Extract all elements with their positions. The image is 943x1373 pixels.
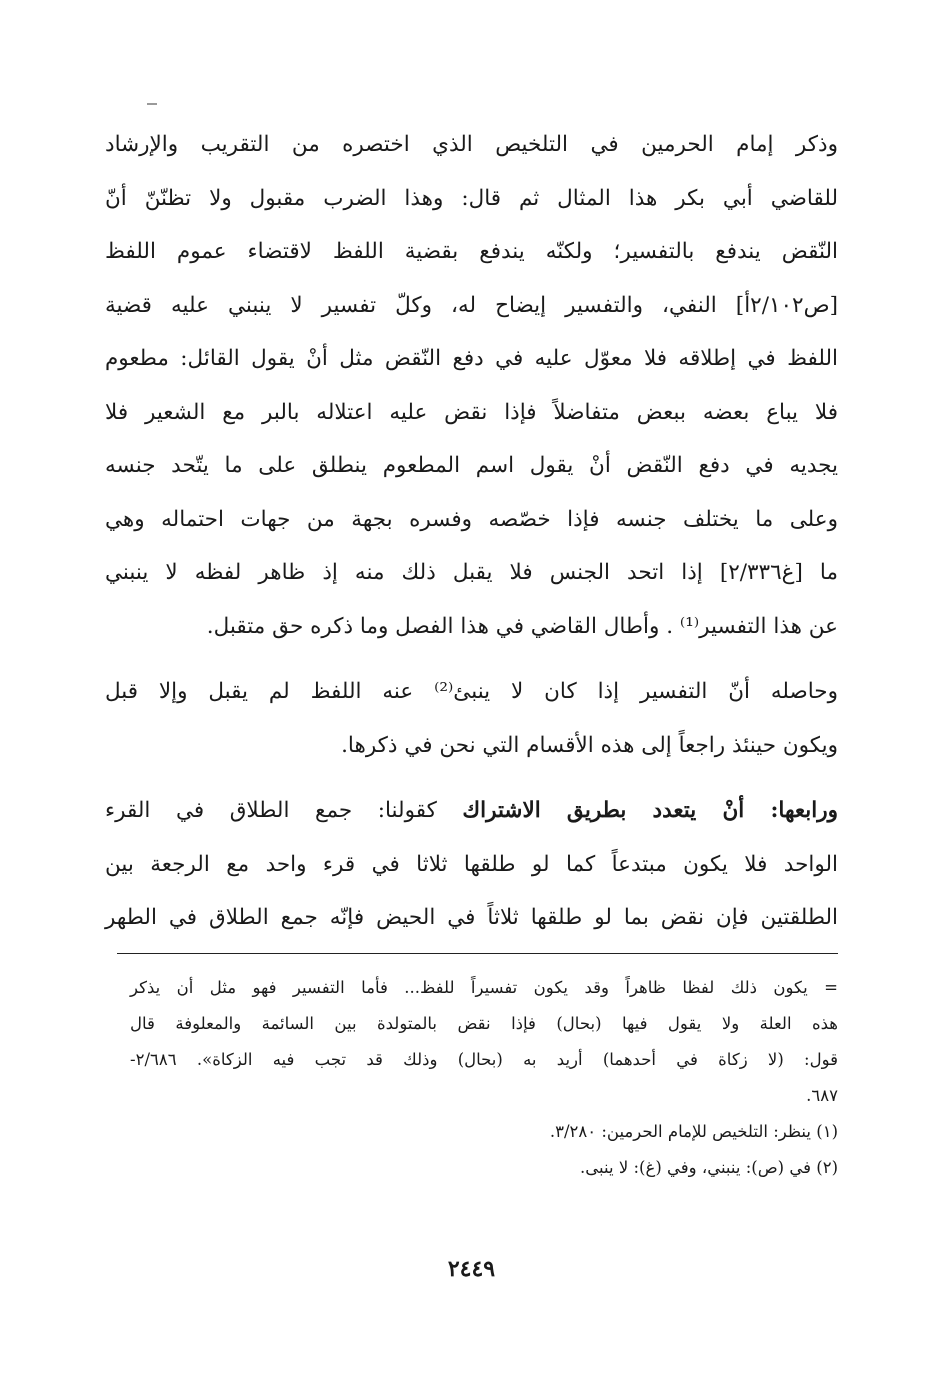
- page-number: ٢٤٤٩: [447, 1256, 496, 1282]
- text-line: وذكر إمام الحرمين في التلخيص الذي اختصره من التقريب والإرشاد: [105, 132, 838, 157]
- footnote-line: ٦٨٧.: [806, 1086, 838, 1105]
- text-line: عن هذا التفسير⁽¹⁾ . وأطال القاضي في هذا الفصل وما ذكره حق متقبل.: [206, 613, 838, 639]
- text-line: [105, 784, 838, 838]
- text-line: ما [غ٢/٣٣٦] إذا اتحد الجنس فلا يقبل ذلك منه إذ ظاهر لفظه لا ينبني: [105, 560, 839, 585]
- text-line: وحاصله أنّ التفسير إذا كان لا ينبئ⁽²⁾ عنه اللفظ لم يقبل وإلا قبل: [105, 679, 838, 704]
- text-line: الطلقتين فإن نقض بما لو طلقها ثلاثاً في الحيض فإنّه جمع الطلاق في الطهر: [105, 905, 838, 930]
- footnote-continuation: [130, 970, 838, 1114]
- paragraph-3: [105, 784, 838, 945]
- footnote-1: (١) ينظر: التلخيص للإمام الحرمين: ٣/٢٨٠.: [549, 1122, 838, 1141]
- footnote-line: هذه العلة ولا يقول فيها (بحال) فإذا نقض بالمتولدة بين السائمة والمعلوفة قال: [130, 1014, 838, 1033]
- text-line: وعلى ما يختلف جنسه فإذا خصّصه وفسره بجهة من جهات احتماله وهي: [105, 506, 838, 532]
- text-fragment: كقولنا: جمع الطلاق في القرء: [105, 798, 463, 823]
- text-line: اللفظ في إطلاقه فلا معوّل عليه في دفع النّقض مثل أنْ يقول القائل: مطعوم: [105, 346, 838, 371]
- text-line: فلا يباع بعضه ببعض متفاضلاً فإذا نقض عليه اعتلاله بالبر مع الشعير فلا: [105, 399, 838, 425]
- top-mark: [147, 103, 157, 105]
- text-line: ويكون حينئذ راجعاً إلى هذه الأقسام التي نحن في ذكرها.: [341, 732, 838, 758]
- bold-heading-text: ورابعها: أنْ يتعدد بطريق الاشتراك: [462, 798, 838, 823]
- footnote-divider: [117, 953, 838, 954]
- footnotes: [130, 970, 838, 1186]
- text-line: [ص٢/١٠٢أ] النفي، والتفسير إيضاح له، وكلّ تفسير لا ينبني عليه قضية: [105, 292, 838, 318]
- text-line: النّقض يندفع بالتفسير؛ ولكنّه يندفع بقضية اللفظ لاقتضاء عموم اللفظ: [105, 239, 838, 264]
- footnote-line: = يكون ذلك لفظا ظاهراً وقد يكون تفسيراً للفظ... فأما التفسير فهو مثل أن يذكر: [130, 978, 838, 997]
- footnote-line: قول: (لا زكاة في أحدهما) أريد به (بحال) وذلك قد تجب فيه الزكاة». ٢/٦٨٦-: [130, 1050, 838, 1069]
- text-line: للقاضي أبي بكر هذا المثال ثم قال: وهذا الضرب مقبول ولا تظنّنّ أنّ: [105, 185, 838, 211]
- footnote-2: (٢) في (ص): ينبني، وفي (غ): لا ينبى.: [580, 1158, 838, 1177]
- paragraph-1: [105, 118, 838, 653]
- paragraph-2: [105, 665, 838, 772]
- text-line: يجديه في دفع النّقض أنْ يقول اسم المطعوم ينطلق على ما يتّحد جنسه: [105, 453, 838, 478]
- text-line: الواحد فلا يكون مبتدعاً كما لو طلقها ثلاثا في قرء واحد مع الرجعة بين: [105, 851, 838, 877]
- main-text: [105, 118, 838, 945]
